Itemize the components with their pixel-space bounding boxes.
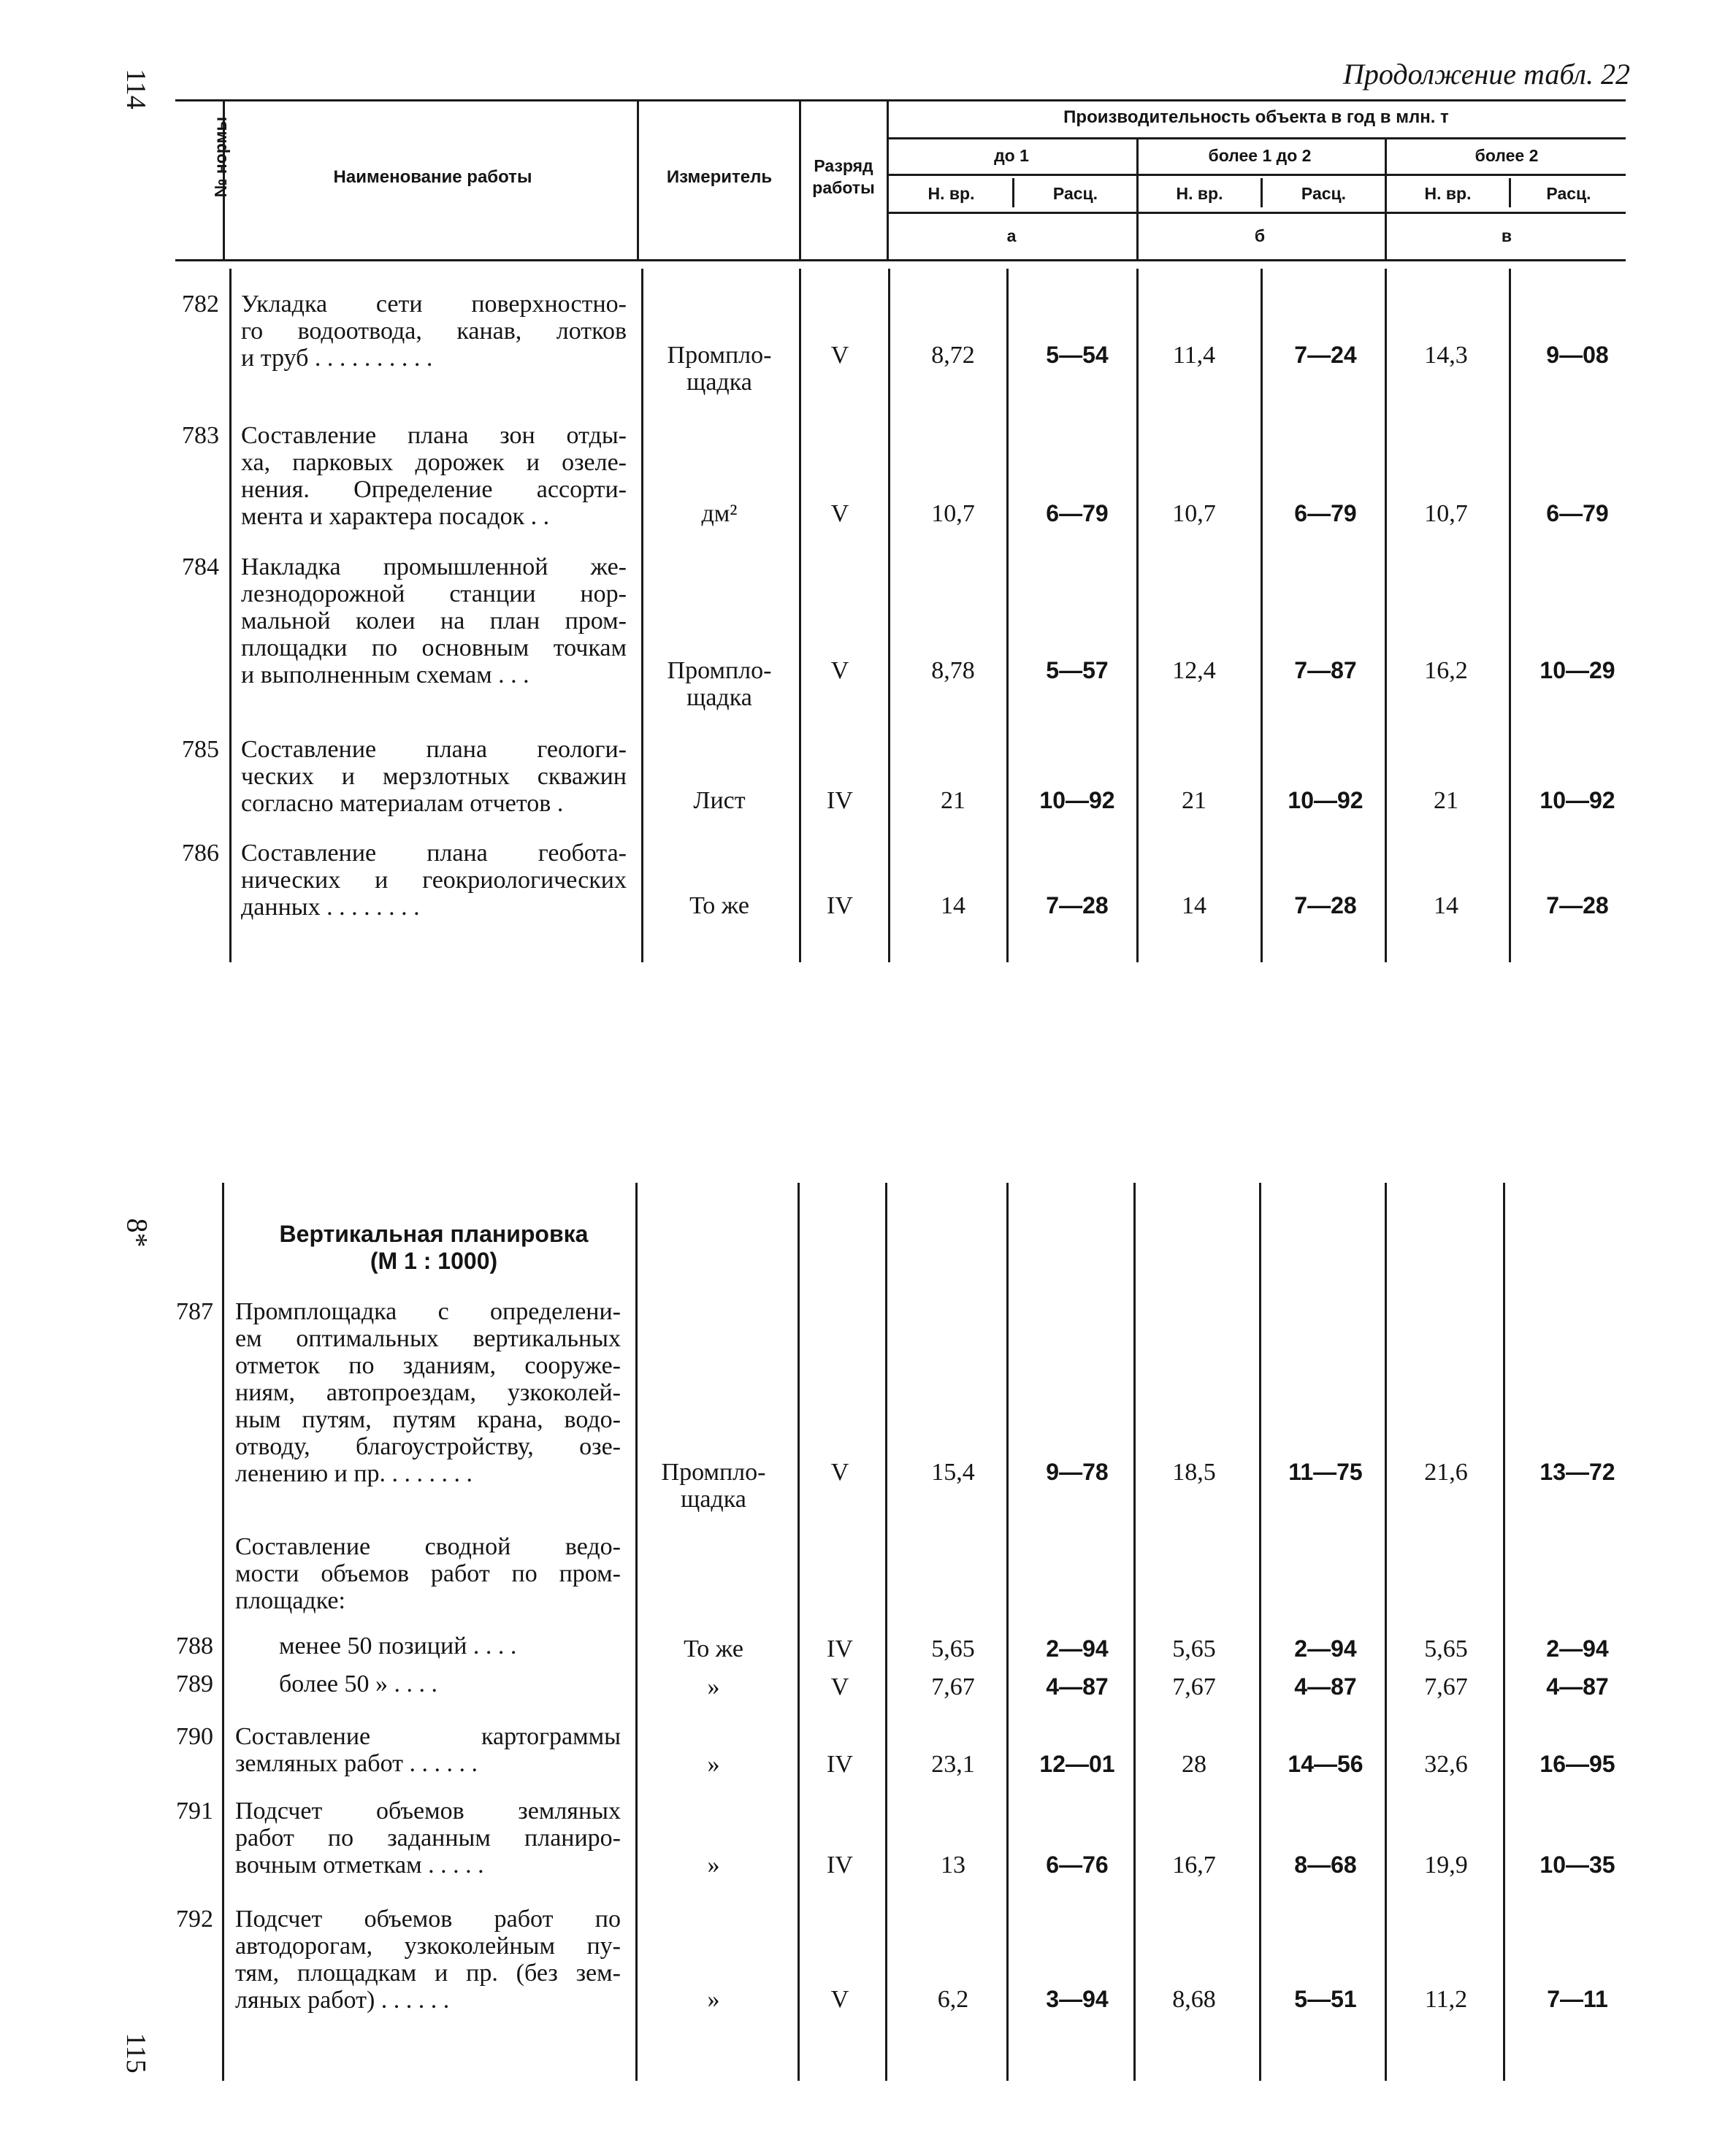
norm-number: 789: [176, 1670, 213, 1697]
rate-value: 2—94: [1546, 1635, 1609, 1662]
rate-value: 4—87: [1294, 1673, 1357, 1700]
unit-line: То же: [684, 1635, 743, 1662]
time-norm-value: 14: [1182, 892, 1206, 919]
header-letter-a: а: [1006, 226, 1017, 245]
time-norm-value: 21,6: [1424, 1459, 1468, 1486]
work-name: [235, 1798, 621, 1879]
rate-value: 6—79: [1546, 500, 1609, 526]
rate-value: 5—51: [1294, 1986, 1357, 2012]
column-rule: [1006, 269, 1009, 962]
work-grade: V: [830, 342, 849, 369]
work-name-line: ным путям, путям крана, водо-: [235, 1406, 621, 1433]
section-title-line: (М 1 : 1000): [370, 1248, 498, 1274]
time-norm-value: 16,2: [1424, 657, 1468, 684]
header-range-c: более 2: [1475, 146, 1539, 165]
header-group-rule: [888, 137, 1626, 139]
header-rasc: Расц.: [1546, 184, 1591, 203]
time-norm-value: 8,68: [1172, 1986, 1216, 2013]
column-rule: [798, 1183, 800, 2081]
time-norm-value: 8,78: [931, 657, 975, 684]
header-nvr: Н. вр.: [1424, 184, 1472, 203]
rate-value: 16—95: [1540, 1751, 1615, 1777]
time-norm-value: 10,7: [1424, 500, 1468, 527]
time-norm-value: 7,67: [1424, 1673, 1468, 1700]
work-name-line: Укладка сети поверхностно-: [241, 291, 627, 318]
unit-of-measure: [637, 1635, 790, 1662]
column-rule: [885, 1183, 887, 2081]
rate-value: 7—24: [1294, 342, 1357, 368]
time-norm-value: 7,67: [931, 1673, 975, 1700]
norm-number: 785: [182, 736, 219, 763]
rate-value: 10—92: [1288, 787, 1363, 813]
work-name-line: Составление плана зон отды-: [241, 422, 627, 449]
time-norm-value: 21: [1182, 787, 1206, 814]
norm-number: 782: [182, 291, 219, 318]
time-norm-value: 8,72: [931, 342, 975, 369]
column-rule: [1385, 1183, 1387, 2081]
unit-line: щадка: [686, 684, 752, 711]
header-divider: [1385, 137, 1387, 261]
work-grade: IV: [827, 1635, 853, 1662]
time-norm-value: 23,1: [931, 1751, 975, 1778]
time-norm-value: 10,7: [1172, 500, 1216, 527]
rate-value: 2—94: [1294, 1635, 1357, 1662]
column-rule: [1006, 1183, 1009, 2081]
time-norm-value: 18,5: [1172, 1459, 1216, 1486]
work-name: [235, 1670, 621, 1697]
work-name: [241, 736, 627, 817]
unit-line: Лист: [693, 787, 746, 814]
work-name: [241, 291, 627, 372]
header-letter-c: в: [1501, 226, 1512, 245]
norm-number: 788: [176, 1633, 213, 1660]
rate-value: 7—11: [1547, 1986, 1608, 2012]
unit-line: »: [707, 1852, 720, 1879]
work-name-line: ха, парковых дорожек и озеле-: [241, 449, 627, 476]
page-number-top: 114: [120, 69, 151, 110]
unit-line: »: [707, 1986, 720, 2013]
rate-value: 10—92: [1540, 787, 1615, 813]
unit-of-measure: [643, 787, 796, 814]
column-rule: [1259, 1183, 1261, 2081]
time-norm-value: 6,2: [937, 1986, 969, 2013]
rate-value: 6—76: [1046, 1852, 1109, 1878]
time-norm-value: 5,65: [1172, 1635, 1216, 1662]
rate-value: 4—87: [1046, 1673, 1109, 1700]
time-norm-value: 14: [941, 892, 965, 919]
work-name-line: лезнодорожной станции нор-: [241, 580, 627, 607]
time-norm-value: 5,65: [931, 1635, 975, 1662]
time-norm-value: 21: [1434, 787, 1458, 814]
work-name: [235, 1633, 621, 1660]
time-norm-value: 12,4: [1172, 657, 1216, 684]
work-name-line: отметок по зданиям, сооруже-: [235, 1352, 621, 1379]
norm-number: 784: [182, 553, 219, 580]
work-name-line: мальной колеи на план пром-: [241, 607, 627, 634]
work-name-line: данных . . . . . . . .: [241, 894, 420, 921]
work-name-line: Подсчет объемов работ по: [235, 1906, 621, 1933]
header-divider: [1012, 178, 1014, 207]
norm-number: 783: [182, 422, 219, 449]
header-norm-number: № нормы: [211, 116, 230, 198]
table-continuation-caption: Продолжение табл. 22: [1342, 58, 1630, 91]
header-divider: [637, 99, 639, 261]
column-rule: [888, 269, 890, 962]
time-norm-value: 19,9: [1424, 1852, 1468, 1879]
rate-value: 5—54: [1046, 342, 1109, 368]
header-divider: [1261, 178, 1263, 207]
time-norm-value: 10,7: [931, 500, 975, 527]
work-name-line: нения. Определение ассорти-: [241, 476, 627, 503]
header-unit: Измеритель: [666, 167, 773, 187]
rate-value: 10—29: [1540, 657, 1615, 683]
norm-number: 791: [176, 1798, 213, 1825]
rate-value: 7—28: [1294, 892, 1357, 918]
rate-value: 14—56: [1288, 1751, 1363, 1777]
time-norm-value: 13: [941, 1852, 965, 1879]
unit-of-measure: [637, 1673, 790, 1700]
column-rule: [1133, 1183, 1136, 2081]
work-name-line: работ по заданным планиро-: [235, 1825, 621, 1852]
work-name: [241, 553, 627, 688]
rate-value: 10—92: [1039, 787, 1115, 813]
work-name-line: менее 50 позиций . . . .: [279, 1633, 517, 1660]
work-name-line: и труб . . . . . . . . . .: [241, 345, 433, 372]
rate-value: 7—28: [1046, 892, 1109, 918]
work-grade: V: [830, 1459, 849, 1486]
header-sub-rule: [888, 212, 1626, 214]
column-rule: [1385, 269, 1387, 962]
work-name: [235, 1906, 621, 2014]
unit-of-measure: [643, 342, 796, 396]
work-name-line: ленению и пр. . . . . . . .: [235, 1460, 473, 1487]
norm-number: 790: [176, 1723, 213, 1750]
work-grade: V: [830, 657, 849, 684]
work-name-line: площадке:: [235, 1587, 345, 1614]
column-rule: [222, 1183, 224, 2081]
work-name-line: мости объемов работ по пром-: [235, 1560, 621, 1587]
time-norm-value: 14,3: [1424, 342, 1468, 369]
work-name-line: Промплощадка с определени-: [235, 1298, 621, 1325]
column-rule: [229, 269, 232, 962]
section-title-line: Вертикальная планировка: [279, 1221, 589, 1247]
unit-line: То же: [689, 892, 749, 919]
column-rule: [635, 1183, 638, 2081]
work-name-line: Составление картограммы: [235, 1723, 621, 1750]
rate-value: 8—68: [1294, 1852, 1357, 1878]
work-name-line: площадки по основным точкам: [241, 634, 627, 661]
norm-number: 786: [182, 840, 219, 867]
header-divider: [887, 99, 889, 261]
work-name-line: вочным отметкам . . . . .: [235, 1852, 484, 1879]
time-norm-value: 5,65: [1424, 1635, 1468, 1662]
work-name-line: земляных работ . . . . . .: [235, 1750, 478, 1777]
header-divider: [1509, 178, 1511, 207]
unit-of-measure: [637, 1852, 790, 1879]
rate-value: 13—72: [1540, 1459, 1615, 1485]
unit-of-measure: [637, 1986, 790, 2013]
rate-value: 4—87: [1546, 1673, 1609, 1700]
rate-value: 7—28: [1546, 892, 1609, 918]
work-name: [235, 1723, 621, 1777]
header-range-b: более 1 до 2: [1208, 146, 1312, 165]
work-name-line: Подсчет объемов земляных: [235, 1798, 621, 1825]
time-norm-value: 14: [1434, 892, 1458, 919]
norm-number: 787: [176, 1298, 213, 1325]
norm-number: 792: [176, 1906, 213, 1933]
work-grade: IV: [827, 892, 853, 919]
time-norm-value: 7,67: [1172, 1673, 1216, 1700]
work-grade: V: [830, 1673, 849, 1700]
header-rasc: Расц.: [1052, 184, 1098, 203]
work-name-line: го водоотвода, канав, лотков: [241, 318, 627, 345]
work-name-line: отводу, благоустройству, озе-: [235, 1433, 621, 1460]
work-name: [235, 1298, 621, 1487]
time-norm-value: 21: [941, 787, 965, 814]
rate-value: 6—79: [1294, 500, 1357, 526]
work-name: [241, 840, 627, 921]
header-top-rule: [175, 99, 1626, 101]
work-name-line: более 50 » . . . .: [279, 1670, 437, 1697]
header-range-a: до 1: [994, 146, 1029, 165]
unit-of-measure: [637, 1459, 790, 1513]
unit-of-measure: [643, 500, 796, 527]
column-rule: [1503, 1183, 1505, 2081]
rate-value: 11—75: [1288, 1459, 1363, 1485]
header-letter-b: б: [1254, 226, 1266, 245]
work-name-line: мента и характера посадок . .: [241, 503, 550, 530]
work-name-line: и выполненным схемам . . .: [241, 661, 529, 688]
work-grade: IV: [827, 1751, 853, 1778]
work-grade: IV: [827, 787, 853, 814]
unit-line: дм²: [701, 500, 738, 527]
column-rule: [1261, 269, 1263, 962]
time-norm-value: 11,2: [1424, 1986, 1468, 2013]
header-work-name: Наименование работы: [333, 167, 532, 187]
rate-value: 9—78: [1046, 1459, 1109, 1485]
work-name-line: тям, площадкам и пр. (без зем-: [235, 1960, 621, 1987]
unit-of-measure: [643, 892, 796, 919]
unit-line: щадка: [686, 369, 752, 396]
work-name-line: ниям, автопроездам, узкоколей-: [235, 1379, 621, 1406]
unit-line: Промпло-: [667, 342, 772, 369]
rate-value: 6—79: [1046, 500, 1109, 526]
work-name-line: согласно материалам отчетов .: [241, 790, 564, 817]
header-nvr: Н. вр.: [927, 184, 975, 203]
unit-line: »: [707, 1751, 720, 1778]
header-rasc: Расц.: [1301, 184, 1347, 203]
header-bottom-rule: [175, 259, 1626, 261]
section-title: [241, 1221, 627, 1275]
work-name-line: Составление сводной ведо-: [235, 1533, 621, 1560]
header-range-rule: [888, 174, 1626, 176]
unit-of-measure: [643, 657, 796, 711]
column-rule: [799, 269, 801, 962]
signature-mark: 8*: [121, 1218, 154, 1248]
rate-value: 7—87: [1294, 657, 1357, 683]
time-norm-value: 32,6: [1424, 1751, 1468, 1778]
work-name-line: ческих и мерзлотных скважин: [241, 763, 627, 790]
rate-value: 9—08: [1546, 342, 1609, 368]
work-grade: V: [830, 500, 849, 527]
rate-value: 3—94: [1046, 1986, 1109, 2012]
work-name-line: автодорогам, узкоколейным пу-: [235, 1933, 621, 1960]
time-norm-value: 15,4: [931, 1459, 975, 1486]
work-name-line: ем оптимальных вертикальных: [235, 1325, 621, 1352]
work-name-line: Составление плана геобота-: [241, 840, 627, 867]
unit-line: »: [707, 1673, 720, 1700]
rate-value: 10—35: [1540, 1852, 1615, 1878]
rate-value: 12—01: [1039, 1751, 1115, 1777]
rate-value: 5—57: [1046, 657, 1109, 683]
work-name: [241, 422, 627, 530]
header-divider: [799, 99, 801, 261]
unit-of-measure: [637, 1751, 790, 1778]
rate-value: 2—94: [1046, 1635, 1109, 1662]
page-number-bottom: 115: [120, 2033, 151, 2073]
time-norm-value: 28: [1182, 1751, 1206, 1778]
column-rule: [1136, 269, 1139, 962]
work-grade: V: [830, 1986, 849, 2013]
time-norm-value: 16,7: [1172, 1852, 1216, 1879]
work-name: [235, 1533, 621, 1614]
header-productivity: Производительность объекта в год в млн. т: [1063, 107, 1449, 127]
work-name-line: нических и геокриологических: [241, 867, 627, 894]
unit-line: Промпло-: [661, 1459, 766, 1486]
header-nvr: Н. вр.: [1176, 184, 1223, 203]
unit-line: Промпло-: [667, 657, 772, 684]
work-name-line: Накладка промышленной же-: [241, 553, 627, 580]
unit-line: щадка: [681, 1486, 746, 1513]
time-norm-value: 11,4: [1172, 342, 1216, 369]
column-rule: [1509, 269, 1511, 962]
header-divider: [1136, 137, 1139, 261]
header-grade: Разряд работы: [812, 156, 875, 197]
work-name-line: Составление плана геологи-: [241, 736, 627, 763]
work-name-line: ляных работ) . . . . . .: [235, 1987, 450, 2014]
work-grade: IV: [827, 1852, 853, 1879]
